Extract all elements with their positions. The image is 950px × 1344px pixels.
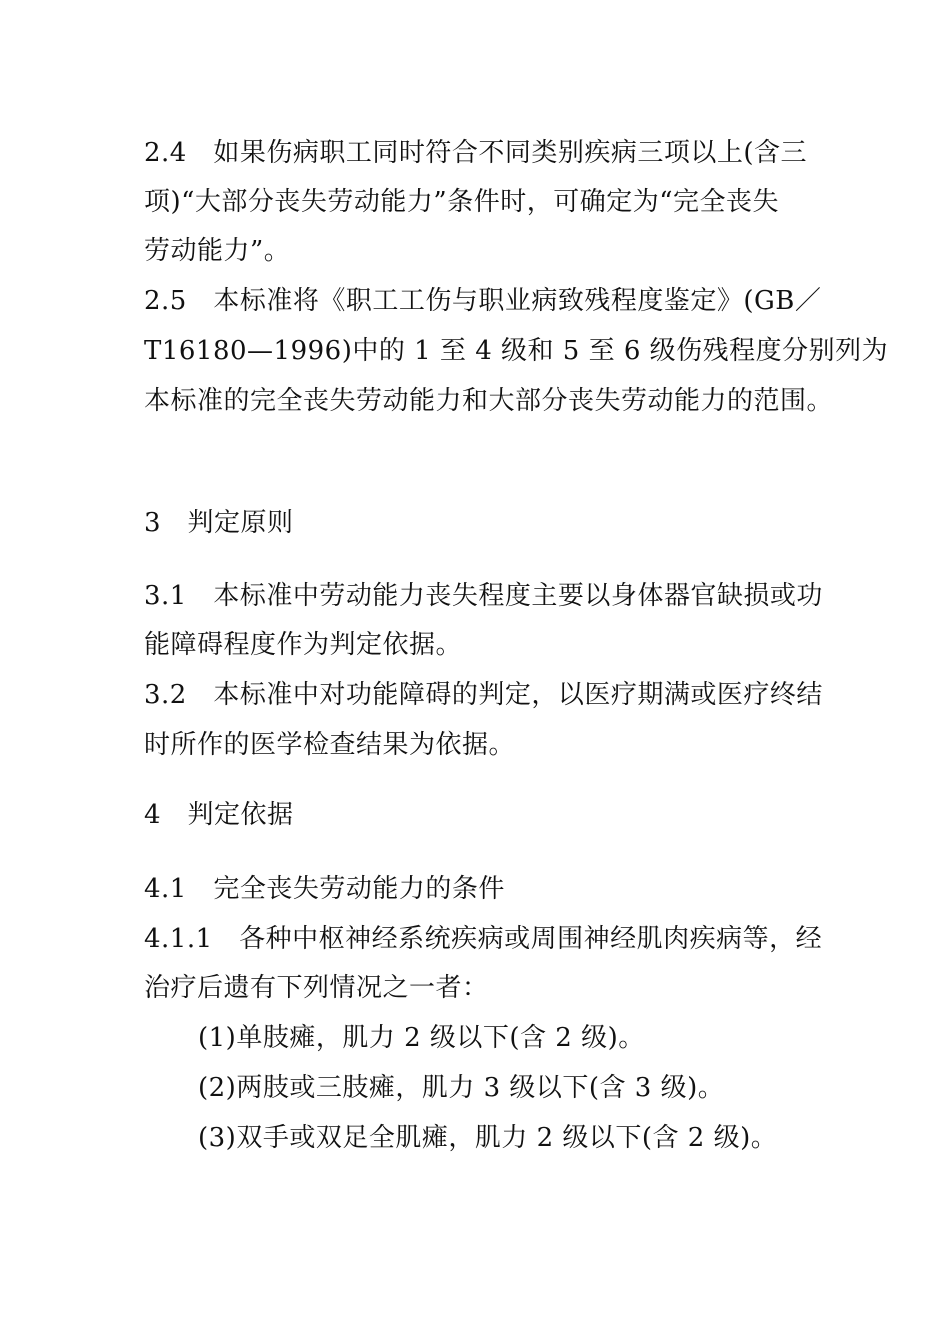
paragraph-3-2-line-1: 3.2 本标准中对功能障碍的判定，以医疗期满或医疗终结 bbox=[144, 680, 823, 710]
paragraph-4-1-1-line-2: 治疗后遗有下列情况之一者： bbox=[144, 973, 489, 1003]
paragraph-3-2-line-2: 时所作的医学检查结果为依据。 bbox=[144, 730, 516, 760]
section-4-1-heading: 4.1 完全丧失劳动能力的条件 bbox=[144, 874, 505, 904]
paragraph-2-4-line-2: 项)“大部分丧失劳动能力”条件时，可确定为“完全丧失 bbox=[144, 187, 780, 217]
paragraph-3-1-line-1: 3.1 本标准中劳动能力丧失程度主要以身体器官缺损或功 bbox=[144, 581, 823, 611]
section-3-heading: 3 判定原则 bbox=[144, 508, 294, 538]
list-item-1: (1)单肢瘫，肌力 2 级以下(含 2 级)。 bbox=[198, 1023, 645, 1053]
paragraph-2-5-line-1: 2.5 本标准将《职工工伤与职业病致残程度鉴定》(GB／ bbox=[144, 286, 822, 316]
paragraph-2-4-line-3: 劳动能力”。 bbox=[144, 236, 291, 266]
paragraph-4-1-1-line-1: 4.1.1 各种中枢神经系统疾病或周围神经肌肉疾病等，经 bbox=[144, 924, 823, 954]
list-item-2: (2)两肢或三肢瘫，肌力 3 级以下(含 3 级)。 bbox=[198, 1073, 725, 1103]
paragraph-3-1-line-2: 能障碍程度作为判定依据。 bbox=[144, 630, 463, 660]
paragraph-2-5-line-2: T16180—1996)中的 1 至 4 级和 5 至 6 级伤残程度分别列为 bbox=[144, 336, 889, 366]
section-4-heading: 4 判定依据 bbox=[144, 800, 294, 830]
paragraph-2-4-line-1: 2.4 如果伤病职工同时符合不同类别疾病三项以上(含三 bbox=[144, 138, 807, 168]
paragraph-2-5-line-3: 本标准的完全丧失劳动能力和大部分丧失劳动能力的范围。 bbox=[144, 386, 834, 416]
list-item-3: (3)双手或双足全肌瘫，肌力 2 级以下(含 2 级)。 bbox=[198, 1123, 778, 1153]
